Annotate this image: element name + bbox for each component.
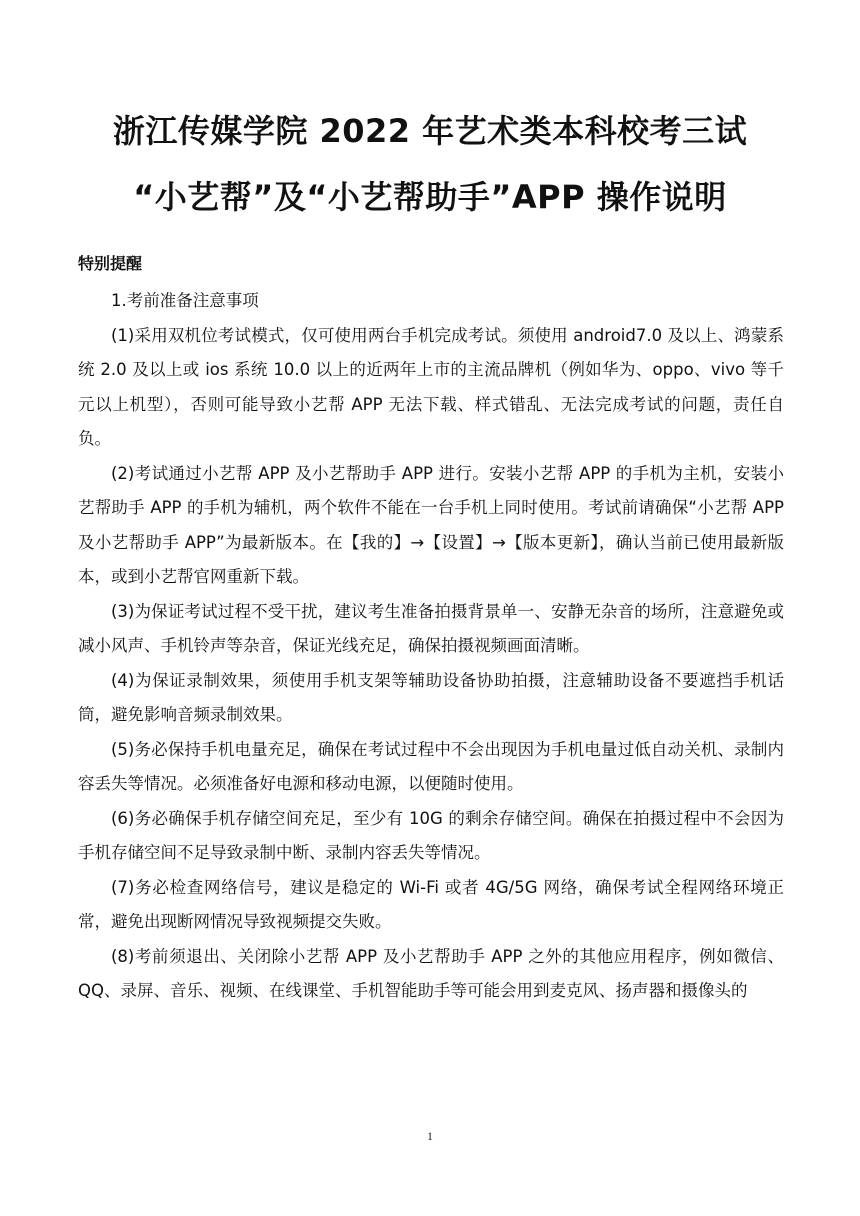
section-heading: 特别提醒 — [78, 254, 143, 273]
paragraph-4: (4)为保证录制效果，须使用手机支架等辅助设备协助拍摄，注意辅助设备不要遮挡手机话筒，避免影响音频录制效果。 — [78, 670, 784, 724]
page-number: 1 — [427, 1129, 433, 1143]
document-title-line-2: “小艺帮”及“小艺帮助手”APP 操作说明 — [133, 178, 727, 216]
paragraph-7: (7)务必检查网络信号，建议是稳定的 Wi-Fi 或者 4G/5G 网络，确保考试全程网络环境正常，避免出现断网情况导致视频提交失败。 — [78, 877, 784, 931]
paragraph-8: (8)考前须退出、关闭除小艺帮 APP 及小艺帮助手 APP 之外的其他应用程序，例如微信、QQ、录屏、音乐、视频、在线课堂、手机智能助手等可能会用到麦克风、扬声器和摄像头的 — [78, 946, 784, 1000]
paragraph-5: (5)务必保持手机电量充足，确保在考试过程中不会出现因为手机电量过低自动关机、录制内容丢失等情况。必须准备好电源和移动电源，以便随时使用。 — [78, 739, 784, 793]
paragraph-2: (2)考试通过小艺帮 APP 及小艺帮助手 APP 进行。安装小艺帮 APP 的手机为主机，安装小艺帮助手 APP 的手机为辅机，两个软件不能在一台手机上同时使用。考试前请确保“小艺帮 APP 及小艺帮助手 APP”为最新版本。在【我的】→【设置】→【版本更新】，确认当前已使用最新版本，或到小艺帮官网重新下载。 — [78, 463, 784, 586]
document-title-line-1: 浙江传媒学院 2022 年艺术类本科校考三试 — [112, 112, 748, 150]
paragraph-1: (1)采用双机位考试模式，仅可使用两台手机完成考试。须使用 android7.0 及以上、鸿蒙系统 2.0 及以上或 ios 系统 10.0 以上的近两年上市的主流品牌机（例如华为、oppo、vivo 等千元以上机型），否则可能导致小艺帮 APP 无法下载、样式错乱、无法完成考试的问题，责任自负。 — [78, 325, 784, 448]
paragraph-3: (3)为保证考试过程不受干扰，建议考生准备拍摄背景单一、安静无杂音的场所，注意避免或减小风声、手机铃声等杂音，保证光线充足，确保拍摄视频画面清晰。 — [78, 601, 784, 655]
paragraph-6: (6)务必确保手机存储空间充足，至少有 10G 的剩余存储空间。确保在拍摄过程中不会因为手机存储空间不足导致录制中断、录制内容丢失等情况。 — [78, 808, 784, 862]
document-body — [78, 284, 784, 1009]
subheading: 1.考前准备注意事项 — [111, 291, 259, 310]
